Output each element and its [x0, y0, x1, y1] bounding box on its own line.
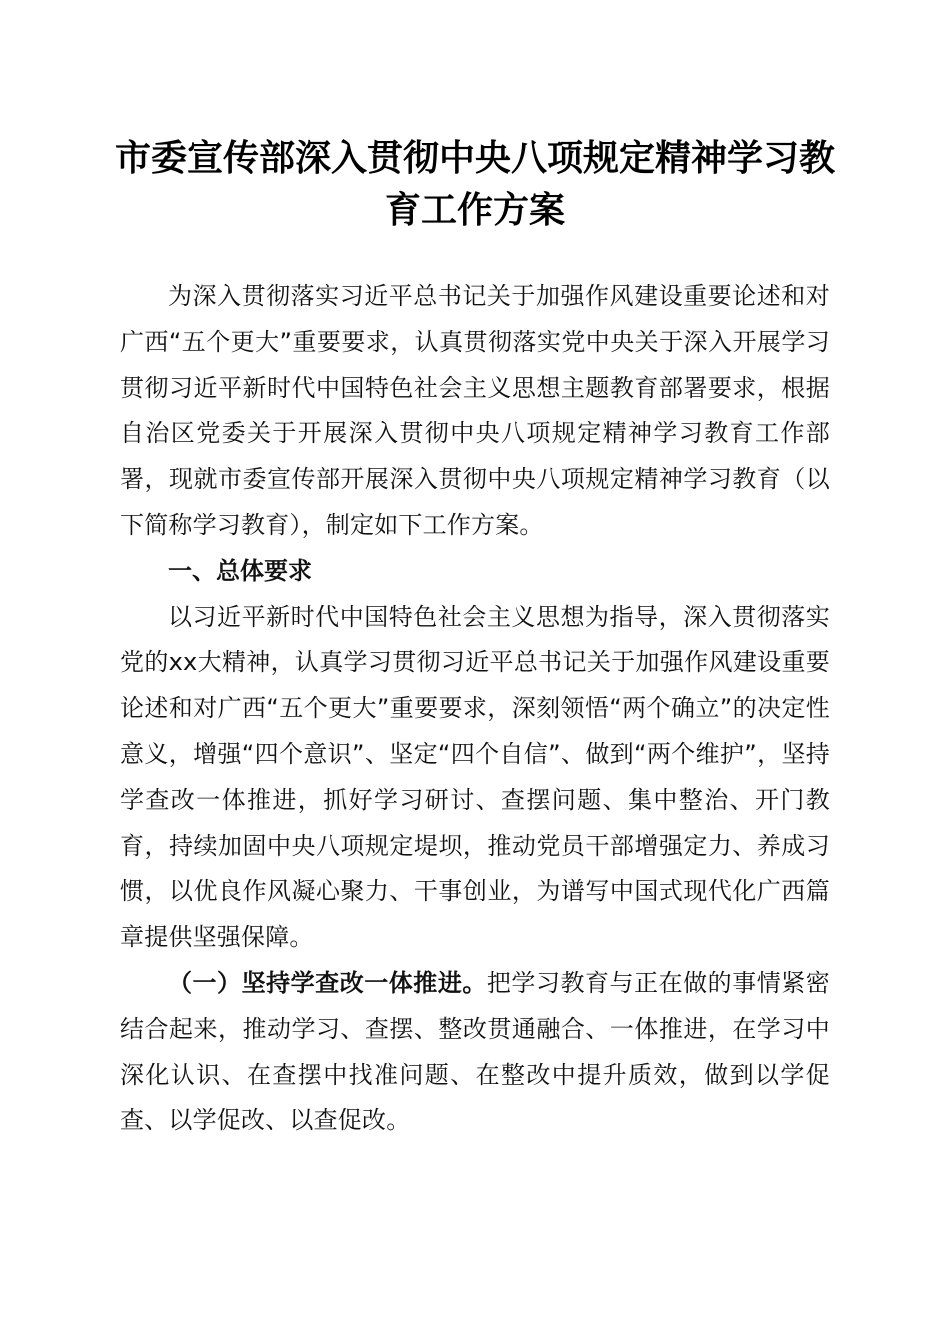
section-heading-overall-requirements: 一、总体要求	[168, 556, 312, 585]
document-body	[120, 274, 830, 1144]
item-paragraph-1	[120, 961, 830, 1144]
overall-requirements-paragraph: 以习近平新时代中国特色社会主义思想为指导，深入贯彻落实党的xx大精神，认真学习贯彻习近平总书记关于加强作风建设重要论述和对广西“五个更大”重要要求，深刻领悟“两个确立”的决定性意义，增强“四个意识”、坚定“四个自信”、做到“两个维护”，坚持学查改一体推进，抓好学习研讨、查摆问题、集中整治、开门教育，持续加固中央八项规定堤坝，推动党员干部增强定力、养成习惯，以优良作风凝心聚力、干事创业，为谱写中国式现代化广西篇章提供坚强保障。	[120, 602, 830, 952]
document-title: 市委宣传部深入贯彻中央八项规定精神学习教育工作方案	[114, 137, 835, 231]
intro-paragraph: 为深入贯彻落实习近平总书记关于加强作风建设重要论述和对广西“五个更大”重要要求，认真贯彻落实党中央关于深入开展学习贯彻习近平新时代中国特色社会主义思想主题教育部署要求，根据自治区党委关于开展深入贯彻中央八项规定精神学习教育工作部署，现就市委宣传部开展深入贯彻中央八项规定精神学习教育（以下简称学习教育），制定如下工作方案。	[120, 282, 830, 539]
item-text-1: 把学习教育与正在做的事情紧密结合起来，推动学习、查摆、整改贯通融合、一体推进，在学习中深化认识、在查摆中找准问题、在整改中提升质效，做到以学促查、以学促改、以查促改。	[120, 968, 830, 1135]
item-lead-1: （一）坚持学查改一体推进。	[168, 968, 487, 997]
